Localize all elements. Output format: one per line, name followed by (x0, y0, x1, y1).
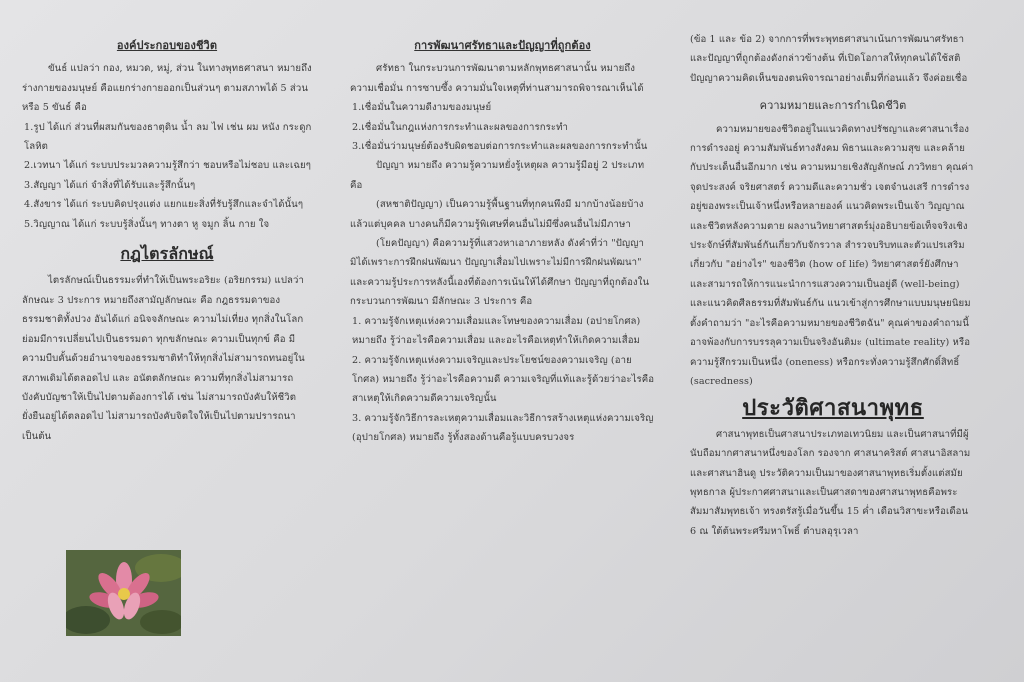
paragraph-wisdom-intro: ปัญญา หมายถึง ความรู้ความหยั่งรู้เหตุผล ความรู้มีอยู่ 2 ประเภท คือ (350, 160, 645, 191)
paragraph-three-characteristics: ไตรลักษณ์เป็นธรรมะที่ทำให้เป็นพระอริยะ (อริยกรรม) แปลว่า ลักษณะ 3 ประการ หมายถึงสามัญลักษณะ คือ กฎธรรมดาของธรรมชาติทั้งปวง อันได้แก่ อนิจจลักษณะ ความไม่เที่ยง ทุกสิ่งในโลกย่อมมีการเปลี่ยนไปเป็นธรรมดา ทุกขลักษณะ ความเป็นทุกข์ คือ มีความบีบคั้นด้วยอำนาจของธรรมชาติทำให้ทุกสิ่งไม่สามารถทนอยู่ในสภาพเดิมได้ตลอดไป และ อนัตตลักษณะ ความที่ทุกสิ่งไม่สามารถบังคับบัญชาให้เป็นไปตามต้องการได้ เช่น ไม่สามารถบังคับให้ชีวิตยั่งยืนอยู่ได้ตลอดไป ไม่สามารถบังคับจิตใจให้เป็นไปตามปรารถนา เป็นต้น (22, 275, 305, 442)
list-item-rupa: 1.รูป ได้แก่ ส่วนที่ผสมกันของธาตุดิน น้ำ ลม ไฟ เช่น ผม หนัง กระดูก โลหิต (24, 121, 312, 153)
list-item-vedana: 2.เวทนา ได้แก่ ระบบประมวลความรู้สึกว่า ชอบหรือไม่ชอบ และเฉยๆ (24, 160, 312, 172)
list-item-sankhara: 4.สังขาร ได้แก่ ระบบคิดปรุงแต่ง แยกแยะสิ่งที่รับรู้สึกและจำได้นั้นๆ (24, 199, 304, 211)
heading-faith-and-wisdom: การพัฒนาศรัทธาและปัญญาที่ถูกต้อง (414, 39, 591, 52)
paragraph-history-of-buddhism: ศาสนาพุทธเป็นศาสนาประเภทอเทวนิยม และเป็นศาสนาที่มีผู้นับถือมากศาสนาหนึ่งของโลก รองจาก ศาสนาคริสต์ ศาสนาอิสลาม และศาสนาฮินดู ประวัติความเป็นมาของศาสนาพุทธเริ่มตั้งแต่สมัยพุทธกาล ผู้ประกาศศาสนาและเป็นศาสดาของศาสนาพุทธคือพระสัมมาสัมพุทธเจ้า ทรงตรัสรู้เมื่อวันขึ้น 15 ค่ำ เดือนวิสาขะหรือเดือน 6 ณ ใต้ต้นพระศรีมหาโพธิ์ ตำบลอุรุเวลา (690, 428, 971, 537)
lotus-flower-icon (66, 550, 181, 636)
column-middle (350, 30, 655, 662)
paragraph-meaning-of-life: ความหมายของชีวิตอยู่ในแนวคิดทางปรัชญาและศาสนาเรื่องการดำรงอยู่ ความสัมพันธ์ทางสังคม พิธานและความสุข และคล้ายกับประเด็นอื่นอีกมาก เช่น ความหมายเชิงสัญลักษณ์ ภววิทยา คุณค่า จุดประสงค์ จริยศาสตร์ ความดีและความชั่ว เจตจำนงเสรี การดำรงอยู่ของพระเป็นเจ้าหนึ่งหรือหลายองค์ แนวคิดพระเป็นเจ้า วิญญาณและชีวิตหลังความตาย ผลงานวิทยาศาสตร์มุ่งอธิบายข้อเท็จจริงเชิงประจักษ์ที่สัมพันธ์กันเกี่ยวกับจักรวาล สำรวจบริบทและตัวแปรเสริมเกี่ยวกับ "อย่างไร" ของชีวิต (how of life) วิทยาศาสตร์ยังศึกษาและสามารถให้การแนะนำการแสวงความเป็นอยู่ดี (well-being) และแนวคิดศีลธรรมที่สัมพันธ์กัน แนวเข้าสู่การศึกษาแบบมนุษยนิยมตั้งคำถามว่า "อะไรคือความหมายของชีวิตฉัน" คุณค่าของคำถามนี้อาจพ้องกับการบรรลุความเป็นจริงอันติมะ (ultimate reality) หรือความรู้สึกรวมเป็นหนึ่ง (oneness) หรือกระทั่งความรู้สึกศักดิ์สิทธิ์ (sacredness) (690, 123, 974, 387)
list-item-belief-3: 3.เชื่อมั่นว่ามนุษย์ต้องรับผิดชอบต่อการกระทำและผลของการกระทำนั้น (352, 141, 648, 153)
list-item-belief-2: 2.เชื่อมั่นในกฎแห่งการกระทำและผลของการกระทำ (352, 121, 568, 133)
paragraph-faith-intro: ศรัทธา ในกระบวนการพัฒนาตามหลักพุทธศาสนานั้น หมายถึง ความเชื่อมั่น การซาบซึ้ง ความมั่นใจเหตุที่ท่านสามารถพิจารณาเห็นได้ (350, 63, 644, 94)
list-item-point-1: 1. ความรู้จักเหตุแห่งความเสื่อมและโทษของความเสื่อม (อปายโกศล) หมายถึง รู้ว่าอะไรคือความเสื่อม และอะไรคือเหตุทำให้เกิดความเสื่อม (352, 315, 641, 347)
heading-meaning-of-life: ความหมายและการกำเนิดชีวิต (759, 99, 907, 113)
heading-history-of-buddhism: ประวัติศาสนาพุทธ (742, 395, 924, 422)
paragraph-wisdom-innate: (สหชาติปัญญา) เป็นความรู้พื้นฐานที่ทุกคนพึงมี มากบ้างน้อยบ้างแล้วแต่บุคคล บางคนก็มีความรู้พิเศษที่คนอื่นไม่มีซึ่งคนอื่นไม่มีภาษา (350, 199, 644, 230)
heading-three-characteristics: กฎไตรลักษณ์ (120, 244, 214, 264)
paragraph-wisdom-acquired: (โยคปัญญา) คือความรู้ที่แสวงหาเอาภายหลัง ดังคำที่ว่า "ปัญญามิได้เพราะการฝึกฝนพัฒนา ปัญญาเสื่อมไปเพราะไม่มีการฝึกฝนพัฒนา" และความรู้ประการหลังนี้เองที่ต้องการเน้นให้ได้ศึกษา ปัญญาที่ถูกต้องในกระบวนการพัฒนา มีลักษณะ 3 ประการ คือ (350, 238, 650, 308)
list-item-sanna: 3.สัญญา ได้แก่ จำสิ่งที่ได้รับและรู้สึกนั้นๆ (24, 179, 196, 191)
list-item-belief-1: 1.เชื่อมั่นในความดีงามของมนุษย์ (352, 102, 492, 114)
list-item-vinnana: 5.วิญญาณ ได้แก่ ระบบรู้สิ่งนั้นๆ ทางตา หู จมูก ลิ้น กาย ใจ (24, 218, 270, 230)
list-item-point-2: 2. ความรู้จักเหตุแห่งความเจริญและประโยชน์ของความเจริญ (อายโกศล) หมายถึง รู้ว่าอะไรคือความดี ความเจริญที่แท้และรู้ด้วยว่าอะไรคือสาเหตุให้เกิดความดีความเจริญนั้น (352, 354, 655, 405)
paragraph-continuation: (ข้อ 1 และ ข้อ 2) จากการที่พระพุทธศาสนาเน้นการพัฒนาศรัทธาและปัญญาที่ถูกต้องดังกล่าวข้างต้น ที่เปิดโอกาสให้ทุกคนได้ใช้สติปัญญาความคิดเห็นของตนพิจารณาอย่างเต็มที่ก่อนแล้ว จึงค่อยเชื่อ (690, 34, 968, 84)
heading-elements-of-life: องค์ประกอบของชีวิต (116, 39, 218, 52)
paragraph-khandha-intro: ขันธ์ แปลว่า กอง, หมวด, หมู่, ส่วน ในทางพุทธศาสนา หมายถึงร่างกายของมนุษย์ คือแยกร่างกายออกเป็นส่วนๆ ตามสภาพได้ 5 ส่วน หรือ 5 ขันธ์ คือ (22, 63, 312, 114)
lotus-flower-photo (66, 550, 181, 636)
column-right (690, 30, 976, 662)
list-item-point-3: 3. ความรู้จักวิธีการละเหตุความเสื่อมและวิธีการสร้างเหตุแห่งความเจริญ (อุปายโกศล) หมายถึง รู้ทั้งสองด้านคือรู้แบบครบวงจร (352, 412, 654, 444)
